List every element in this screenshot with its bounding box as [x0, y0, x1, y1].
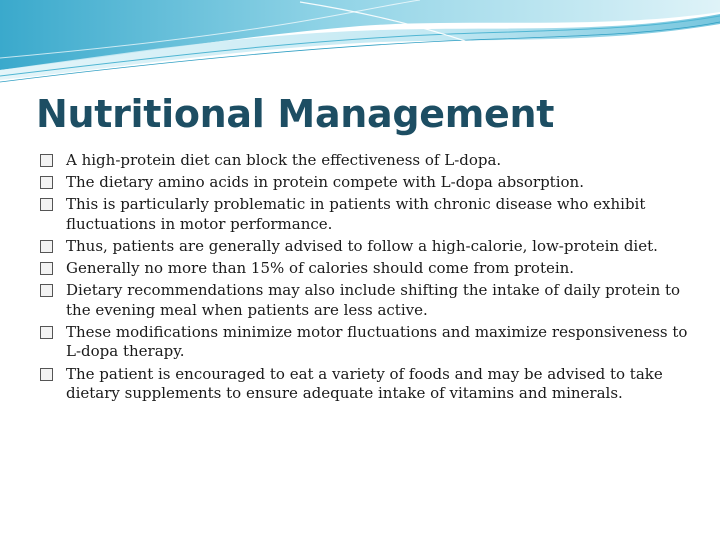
- box-bullet-icon: [40, 368, 53, 381]
- bullet-text: These modifications minimize motor fluctuations and maximize responsiveness to L-dopa therapy.: [66, 323, 688, 361]
- slide-title: Nutritional Management: [36, 92, 555, 136]
- box-bullet-icon: [40, 154, 53, 167]
- bullet-list: [40, 151, 690, 406]
- box-bullet-icon: [40, 284, 53, 297]
- bullet-item: [40, 237, 690, 256]
- bullet-text: Dietary recommendations may also include shifting the intake of daily protein to the evening meal when patients are less active.: [66, 281, 681, 319]
- box-bullet-icon: [40, 198, 53, 211]
- bullet-item: [40, 323, 690, 362]
- bullet-item: [40, 259, 690, 278]
- bullet-text: Generally no more than 15% of calories should come from protein.: [66, 259, 575, 278]
- bullet-item: [40, 281, 690, 320]
- bullet-text: The dietary amino acids in protein compete with L-dopa absorption.: [66, 173, 584, 192]
- box-bullet-icon: [40, 326, 53, 339]
- bullet-item: [40, 151, 690, 170]
- box-bullet-icon: [40, 176, 53, 189]
- bullet-text: A high-protein diet can block the effectiveness of L-dopa.: [66, 151, 502, 169]
- bullet-text: The patient is encouraged to eat a variety of foods and may be advised to take dietary supplements to ensure adequate intake of vitamins and minerals.: [66, 364, 663, 403]
- bullet-item: [40, 365, 690, 404]
- bullet-item: [40, 173, 690, 192]
- wave-banner: [0, 0, 720, 90]
- bullet-text: Thus, patients are generally advised to follow a high-calorie, low-protein diet.: [66, 237, 658, 256]
- box-bullet-icon: [40, 262, 53, 275]
- box-bullet-icon: [40, 240, 53, 253]
- bullet-item: [40, 195, 690, 234]
- bullet-text: This is particularly problematic in patients with chronic disease who exhibit fluctuations in motor performance.: [66, 195, 646, 233]
